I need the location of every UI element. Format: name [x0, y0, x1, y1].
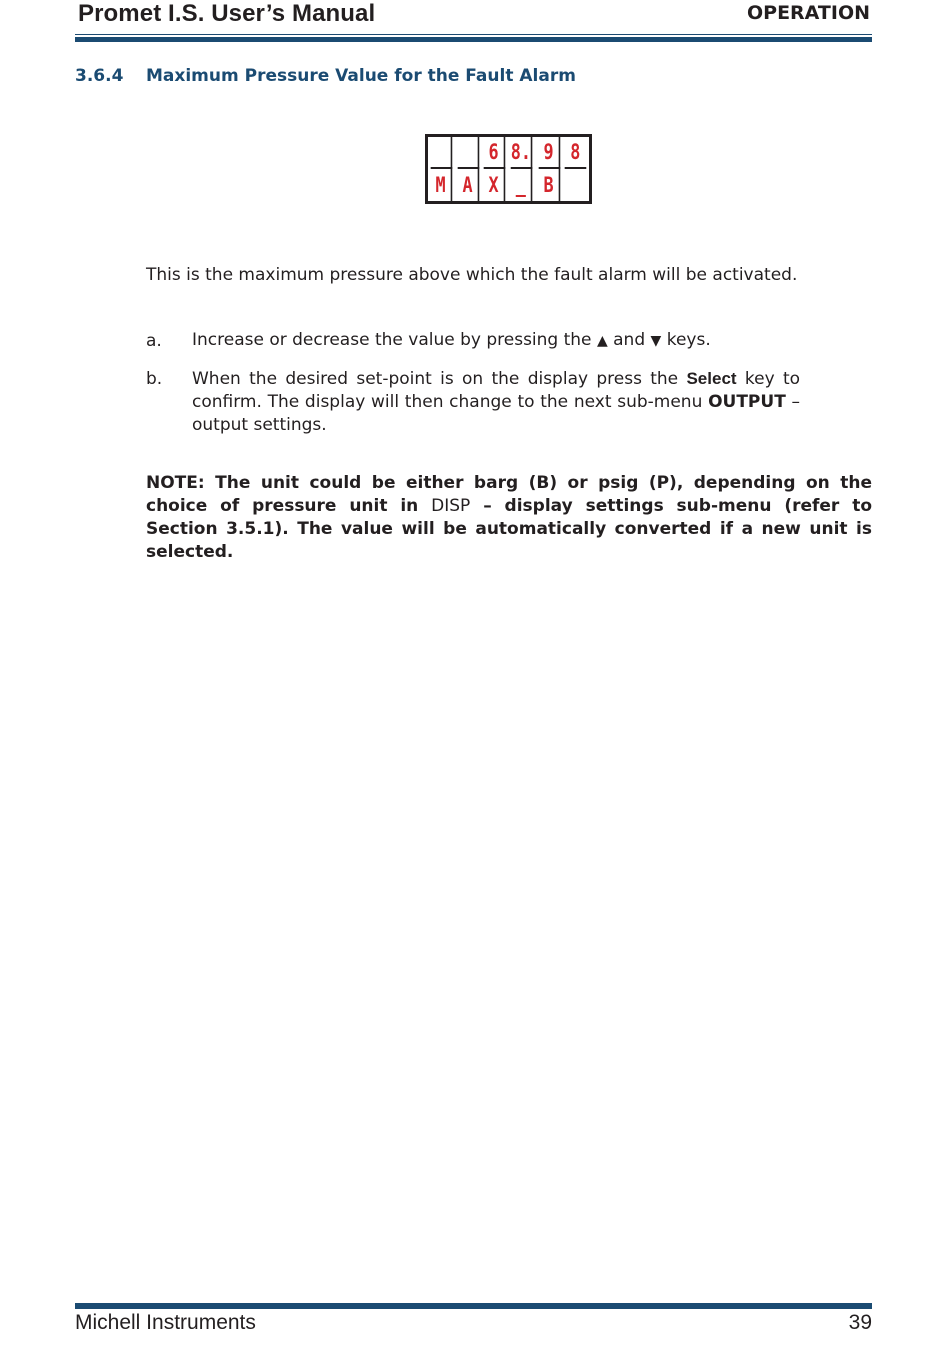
page-number: 39 [848, 1311, 872, 1334]
lcd-cell: 8. [511, 137, 533, 169]
lcd-cell: X [484, 169, 505, 201]
lcd-cell: 9 [538, 137, 559, 169]
step-a-text [192, 329, 800, 353]
output-submenu-name: OUTPUT [708, 392, 786, 412]
select-key-name: Select [686, 369, 737, 388]
step-b-middle: key to confirm. The display will then change to the next sub-menu [192, 369, 801, 412]
lcd-display [425, 134, 592, 204]
step-b-label: b. [146, 369, 163, 389]
step-a-after: keys. [666, 330, 711, 350]
lcd-cell: _ [511, 169, 533, 201]
footer-rule [75, 1303, 872, 1309]
lcd-cell: 6 [484, 137, 505, 169]
step-a-before: Increase or decrease the value by pressing the [192, 330, 592, 350]
header-rule-thin [75, 34, 872, 35]
lcd-cell [457, 137, 478, 169]
lcd-cell: 8 [565, 137, 586, 169]
manual-title: Promet I.S. User’s Manual [78, 0, 376, 27]
footer-company: Michell Instruments [75, 1311, 256, 1334]
note-part-2: – display settings sub-menu (refer to Section 3.5.1). The value will be automatically converted if a new unit is selected. [146, 496, 872, 562]
lcd-cell [565, 169, 586, 201]
step-b-text [192, 367, 800, 437]
step-b-before: When the desired set-point is on the display press the [192, 369, 679, 389]
chapter-label: OPERATION [747, 2, 870, 24]
up-arrow-icon: ▲ [596, 333, 608, 349]
lcd-cell: B [538, 169, 559, 201]
section-title: Maximum Pressure Value for the Fault Alarm [146, 66, 576, 86]
lcd-cell: A [457, 169, 478, 201]
header-rule-thick [75, 37, 872, 42]
note-part-1: NOTE: The unit could be either barg (B) or psig (P), depending on the choice of pressure unit in [146, 473, 872, 516]
step-a-label: a. [146, 331, 162, 351]
intro-paragraph: This is the maximum pressure above which the fault alarm will be activated. [146, 265, 798, 285]
step-b-after: – output settings. [192, 392, 801, 435]
section-number: 3.6.4 [75, 66, 124, 86]
down-arrow-icon: ▼ [650, 333, 662, 349]
note-disp: DISP [431, 496, 471, 516]
note-paragraph [146, 472, 872, 564]
lcd-cell: M [431, 169, 452, 201]
step-a-and: and [613, 330, 646, 350]
lcd-cell [431, 137, 452, 169]
